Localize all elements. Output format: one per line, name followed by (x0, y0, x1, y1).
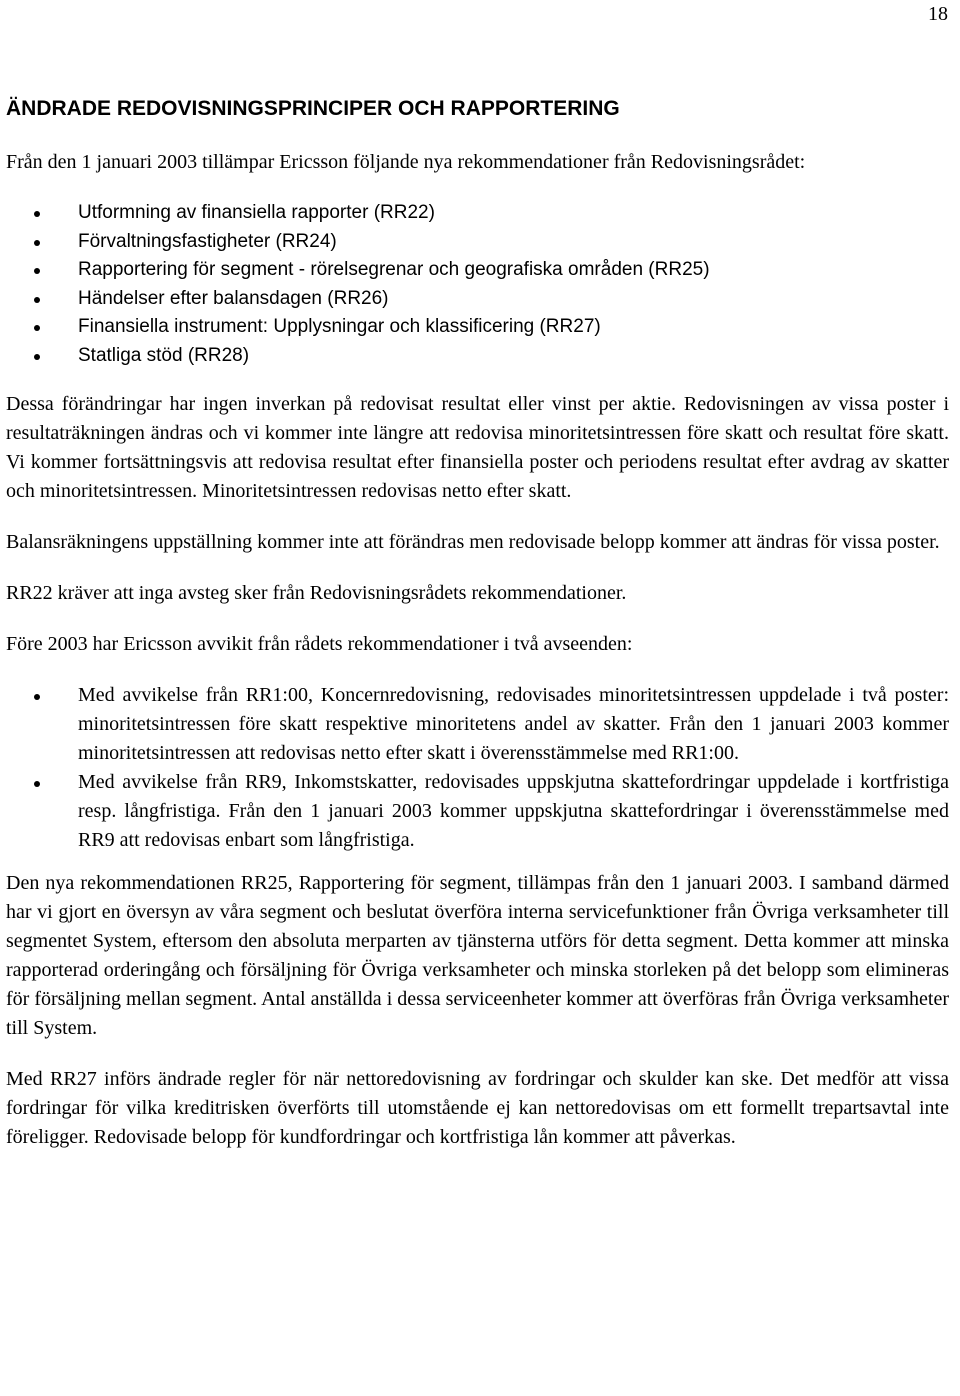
list-item-text: Rapportering för segment - rörelsegrenar och geografiska områden (RR25) (78, 259, 710, 280)
list-item (6, 256, 949, 285)
list-item-text: Med avvikelse från RR1:00, Koncernredovisning, redovisades minoritetsintressen uppdelade i två poster: minoritetsintressen före skatt respektive minoritetens andel av skatter. Från den 1 januari 2003 kommer minoritetsintressen att redovisas netto efter skatt i överensstämmelse med RR1:00. (78, 684, 949, 764)
list-item-text: Händelser efter balansdagen (RR26) (78, 287, 389, 309)
bullet-icon (34, 694, 40, 700)
list-item (6, 228, 949, 257)
paragraph-impact: Dessa förändringar har ingen inverkan på redovisat resultat eller vinst per aktie. Redovisningen av vissa poster i resultaträkningen ändras och vi kommer inte längre att redovisa minoritetsintressen före skatt och resultat före skatt. Vi kommer fortsättningsvis att redovisa resultat efter finansiella poster och periodens resultat efter avdrag av skatter och minoritetsintressen. Minoritetsintressen redovisas netto efter skatt. (6, 393, 949, 502)
paragraph-deviations-intro: Före 2003 har Ericsson avvikit från rådets rekommendationer i två avseenden: (6, 633, 633, 655)
bullet-icon (34, 354, 40, 360)
bullet-icon (34, 211, 40, 217)
bullet-icon (34, 325, 40, 331)
bullet-icon (34, 240, 40, 246)
list-item (6, 313, 949, 342)
list-item-text: Förvaltningsfastigheter (RR24) (78, 230, 337, 252)
list-item (6, 681, 949, 768)
list-item-text: Finansiella instrument: Upplysningar och klassificering (RR27) (78, 316, 601, 337)
paragraph-rr27: Med RR27 införs ändrade regler för när nettoredovisning av fordringar och skulder kan ske. Det medför att vissa fordringar för vilka kreditrisken överförts till utomstående ej kan nettoredovisas om ett formellt trepartsavtal inte föreligger. Redovisade belopp för kundfordringar och kortfristiga lån kommer att påverkas. (6, 1068, 949, 1148)
list-item (6, 285, 949, 314)
list-item (6, 768, 949, 855)
list-item-text: Statliga stöd (RR28) (78, 344, 250, 366)
bullet-icon (34, 297, 40, 303)
bullet-icon (34, 268, 40, 274)
list-item (6, 199, 949, 228)
paragraph-balance-sheet: Balansräkningens uppställning kommer inte att förändras men redovisade belopp kommer att ändras för vissa poster. (6, 531, 940, 553)
paragraph-rr22: RR22 kräver att inga avsteg sker från Redovisningsrådets rekommendationer. (6, 582, 627, 604)
list-item-text: Utformning av finansiella rapporter (RR22) (78, 202, 435, 223)
list-item (6, 342, 949, 371)
document-body (6, 94, 949, 1152)
section-heading: ÄNDRADE REDOVISNINGSPRINCIPER OCH RAPPORTERING (6, 97, 620, 120)
list-item-text: Med avvikelse från RR9, Inkomstskatter, redovisades uppskjutna skattefordringar uppdelade i kortfristiga resp. långfristiga. Från den 1 januari 2003 kommer uppskjutna skattefordringar i överensstämmelse med RR9 att redovisas enbart som långfristiga. (78, 771, 949, 851)
recommendations-list (6, 199, 949, 370)
paragraph-rr25: Den nya rekommendationen RR25, Rapportering för segment, tillämpas från den 1 januari 2003. I samband därmed har vi gjort en översyn av våra segment och beslutat överföra interna servicefunktioner från Övriga verksamheter till segmentet System, eftersom den absoluta merparten av tjänsterna utförs för detta segment. Detta kommer att minska rapporterad orderingång och försäljning för Övriga verksamheter och minska storleken på det belopp som elimineras för försäljning mellan segment. Antal anställda i dessa serviceenheter kommer att överföras från Övriga verksamheter till System. (6, 872, 949, 1039)
bullet-icon (34, 781, 40, 787)
intro-paragraph: Från den 1 januari 2003 tillämpar Ericsson följande nya rekommendationer från Redovisningsrådet: (6, 151, 806, 173)
page-number: 18 (928, 3, 948, 25)
deviations-list (6, 681, 949, 855)
